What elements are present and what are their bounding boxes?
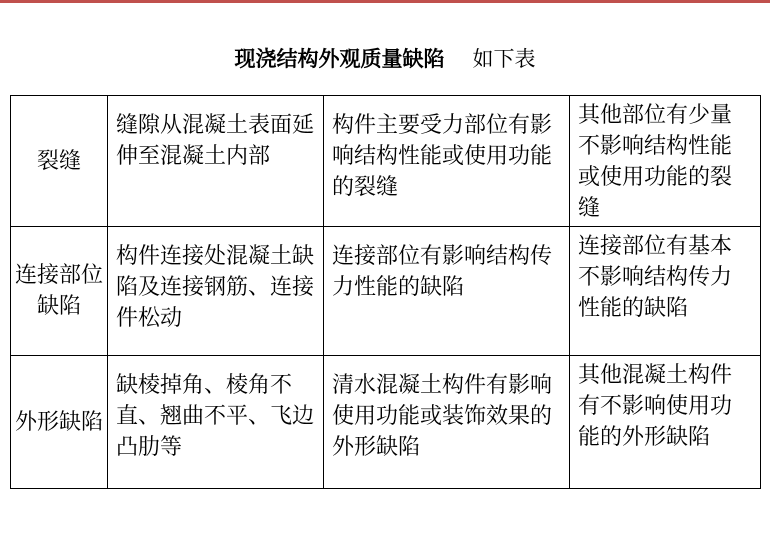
defects-table [10, 95, 761, 489]
defect-name-cell: 裂缝 [11, 96, 108, 227]
general-defect-cell: 连接部位有基本不影响结构传力性能的缺陷 [570, 227, 761, 356]
defect-description-cell: 构件连接处混凝土缺陷及连接钢筋、连接件松动 [108, 227, 324, 356]
defect-description-cell: 缝隙从混凝土表面延伸至混凝土内部 [108, 96, 324, 227]
title-text: 现浇结构外观质量缺陷 [234, 47, 445, 71]
slide-title [0, 44, 770, 74]
serious-defect-cell: 构件主要受力部位有影响结构性能或使用功能的裂缝 [324, 96, 570, 227]
defect-name-cell: 外形缺陷 [11, 356, 108, 489]
title-suffix: 如下表 [472, 47, 536, 71]
table-row [11, 96, 761, 227]
table-row [11, 227, 761, 356]
top-accent-bar [0, 0, 770, 3]
serious-defect-cell: 清水混凝土构件有影响使用功能或装饰效果的外形缺陷 [324, 356, 570, 489]
general-defect-cell: 其他部位有少量不影响结构性能或使用功能的裂缝 [570, 96, 761, 227]
defect-name-cell: 连接部位缺陷 [11, 227, 108, 356]
general-defect-cell: 其他混凝土构件有不影响使用功能的外形缺陷 [570, 356, 761, 489]
serious-defect-cell: 连接部位有影响结构传力性能的缺陷 [324, 227, 570, 356]
table-row [11, 356, 761, 489]
defect-description-cell: 缺棱掉角、棱角不直、翘曲不平、飞边凸肋等 [108, 356, 324, 489]
